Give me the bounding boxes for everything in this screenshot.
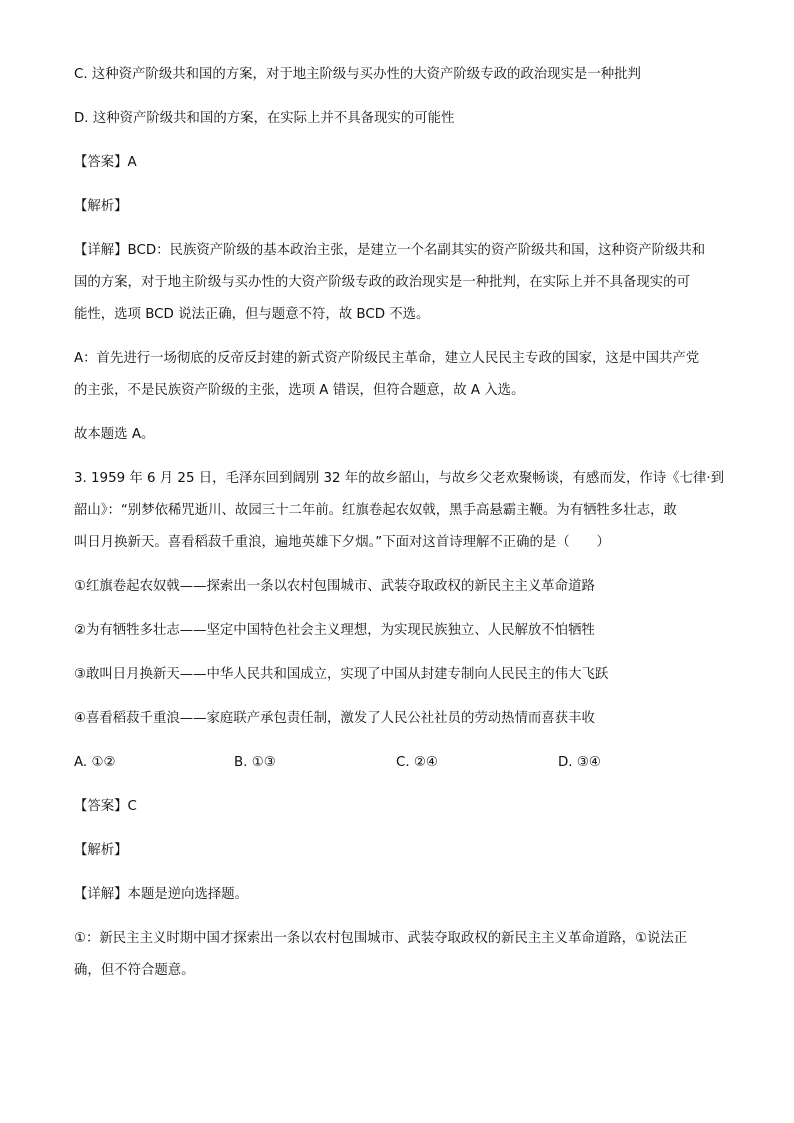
q3-item-3: ③敢叫日月换新天——中华人民共和国成立，实现了中国从封建专制向人民民主的伟大飞跃 xyxy=(74,667,609,682)
q3-answer: 【答案】C xyxy=(74,799,137,814)
q3-option-c: C. ②④ xyxy=(396,755,438,770)
q3-item-1: ①红旗卷起农奴戟——探索出一条以农村包围城市、武装夺取政权的新民主主义革命道路 xyxy=(74,579,595,594)
q3-stem-line: 叫日月换新天。喜看稻菽千重浪，遍地英雄下夕烟。”下面对这首诗理解不正确的是（ ） xyxy=(74,535,610,550)
q2-option-c: C. 这种资产阶级共和国的方案，对于地主阶级与买办性的大资产阶级专政的政治现实是一种批判 xyxy=(74,67,641,82)
q2-detail-a-line: 的主张，不是民族资产阶级的主张，选项 A 错误，但符合题意，故 A 入选。 xyxy=(74,383,525,398)
q3-options-row xyxy=(74,754,722,772)
q3-stem-line: 韶山》：“别梦依稀咒逝川、故园三十二年前。红旗卷起农奴戟，黑手高悬霸主鞭。为有牺牲多壮志，敢 xyxy=(74,503,677,518)
q3-stem xyxy=(74,470,722,552)
q2-detail-paragraph xyxy=(74,242,722,324)
q3-detail-1-line: 确，但不符合题意。 xyxy=(74,963,195,978)
q3-detail-1-line: ①：新民主主义时期中国才探索出一条以农村包围城市、武装夺取政权的新民主主义革命道路，①说法正 xyxy=(74,931,688,946)
q2-analysis-label: 【解析】 xyxy=(74,199,128,214)
q3-option-d: D. ③④ xyxy=(558,755,601,770)
q3-option-b: B. ①③ xyxy=(234,755,276,770)
q2-detail-a-line: A：首先进行一场彻底的反帝反封建的新式资产阶级民主革命，建立人民民主专政的国家，这是中国共产党 xyxy=(74,351,700,366)
q2-conclusion: 故本题选 A。 xyxy=(74,427,155,442)
q3-option-a: A. ①② xyxy=(74,755,116,770)
q3-detail: 【详解】本题是逆向选择题。 xyxy=(74,887,249,902)
q3-detail-1-paragraph xyxy=(74,930,722,980)
q2-detail-line: 国的方案，对于地主阶级与买办性的大资产阶级专政的政治现实是一种批判，在实际上并不具备现实的可 xyxy=(74,275,690,290)
q3-item-2: ②为有牺牲多壮志——坚定中国特色社会主义理想，为实现民族独立、人民解放不怕牺牲 xyxy=(74,623,595,638)
q3-item-4: ④喜看稻菽千重浪——家庭联产承包责任制，激发了人民公社社员的劳动热情而喜获丰收 xyxy=(74,711,595,726)
q2-answer: 【答案】A xyxy=(74,155,137,170)
q3-analysis-label: 【解析】 xyxy=(74,843,128,858)
q2-detail-line: 【详解】BCD：民族资产阶级的基本政治主张，是建立一个名副其实的资产阶级共和国，这种资产阶级共和 xyxy=(74,243,706,258)
q2-option-d: D. 这种资产阶级共和国的方案，在实际上并不具备现实的可能性 xyxy=(74,111,455,126)
q3-stem-line: 3. 1959 年 6 月 25 日，毛泽东回到阔别 32 年的故乡韶山，与故乡父老欢聚畅谈，有感而发，作诗《七律·到 xyxy=(74,471,724,486)
q2-detail-a-paragraph xyxy=(74,350,722,400)
q2-detail-line: 能性，选项 BCD 说法正确，但与题意不符，故 BCD 不选。 xyxy=(74,307,430,322)
